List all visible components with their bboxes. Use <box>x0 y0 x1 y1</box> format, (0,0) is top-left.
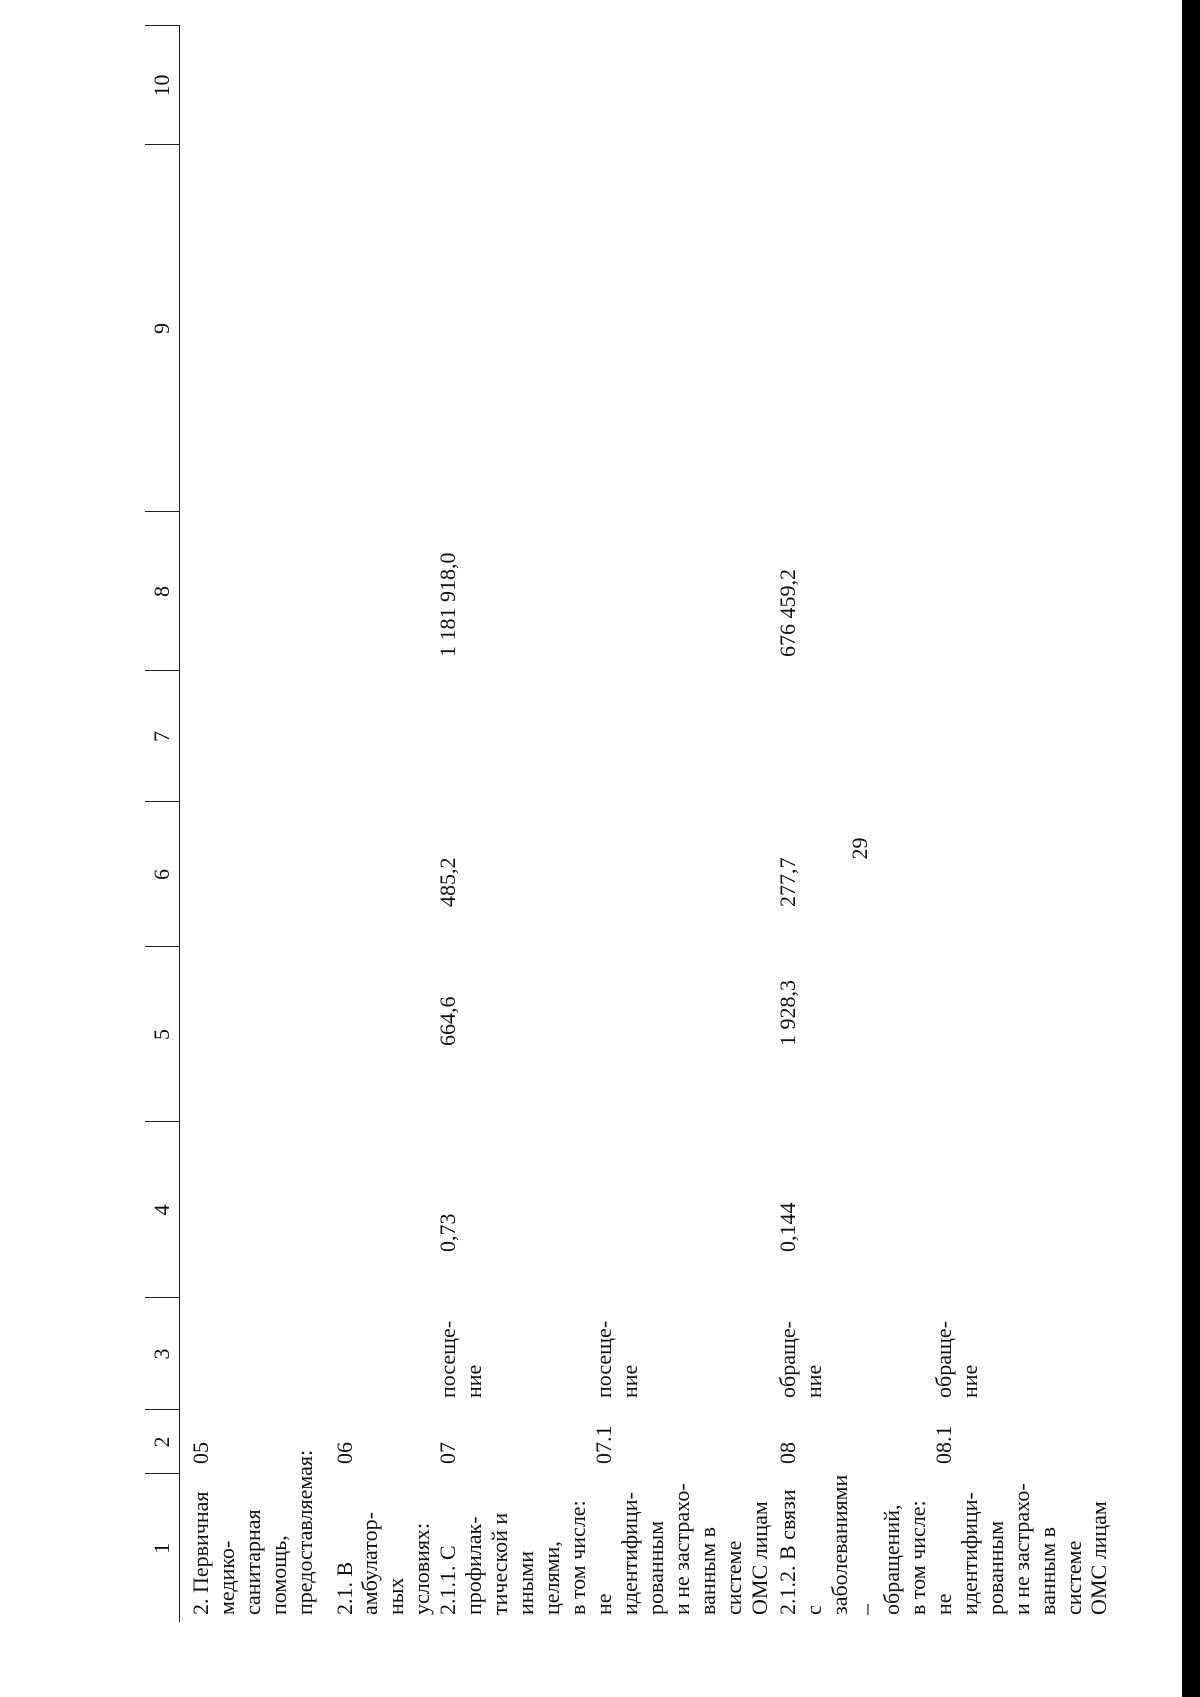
row-unit: посеще- ние <box>435 1320 487 1398</box>
row-col7 <box>591 671 775 802</box>
column-header-5: 5 <box>145 947 180 1122</box>
row-code: 06 <box>331 1442 357 1464</box>
row-name: 2.1.2. В связи с заболеваниями – обращений, в том числе: <box>775 1474 930 1615</box>
data-table <box>145 26 1112 1623</box>
row-name: 2.1.1. С профилак- тической и иными целями, в том числе: <box>435 1500 591 1615</box>
table-row <box>435 26 591 1622</box>
row-col8 <box>332 512 436 671</box>
row-col6 <box>180 802 332 947</box>
row-col8 <box>180 512 332 671</box>
row-unit: обраще- ние <box>930 1321 982 1398</box>
row-col5 <box>180 947 332 1122</box>
row-col6 <box>591 802 775 947</box>
row-col10 <box>931 26 1113 145</box>
row-name: 2.1. В амбулатор- ных условиях: <box>331 1512 435 1615</box>
row-col6 <box>332 802 436 947</box>
row-col6 <box>931 802 1113 947</box>
row-col4 <box>180 1122 332 1298</box>
column-header-2: 2 <box>145 1410 180 1474</box>
row-col7 <box>435 671 591 802</box>
table-row <box>332 26 436 1622</box>
row-col6: 485,2 <box>435 857 461 907</box>
row-col10 <box>775 26 931 145</box>
row-code: 07 <box>435 1442 461 1464</box>
row-unit: обраще- ние <box>775 1321 826 1398</box>
row-name: 2. Первичная медико-санитарная помощь, предоставляемая: <box>188 1449 317 1615</box>
row-col9 <box>435 145 591 512</box>
row-col5 <box>931 947 1113 1122</box>
row-code: 05 <box>188 1442 213 1464</box>
row-col7 <box>775 671 931 802</box>
row-col8: 1 181 918,0 <box>435 552 461 657</box>
column-header-10: 10 <box>145 26 180 145</box>
row-col6: 277,7 <box>775 857 801 907</box>
row-col5: 664,6 <box>435 996 461 1046</box>
row-col8: 676 459,2 <box>775 569 801 657</box>
column-header-9: 9 <box>145 145 180 512</box>
row-name: не идентифици- рованным и не застрахо- ванным в системе ОМС лицам <box>930 1483 1112 1615</box>
column-header-7: 7 <box>145 671 180 802</box>
row-unit <box>180 1298 332 1410</box>
table-row <box>591 26 775 1622</box>
row-col8 <box>931 512 1113 671</box>
row-col4 <box>931 1122 1113 1298</box>
column-header-6: 6 <box>145 802 180 947</box>
row-col4: 0,73 <box>435 1213 461 1252</box>
row-col7 <box>931 671 1113 802</box>
row-col10 <box>435 26 591 145</box>
row-col9 <box>180 145 332 512</box>
row-col5 <box>591 947 775 1122</box>
row-col10 <box>180 26 332 145</box>
row-col10 <box>591 26 775 145</box>
column-header-3: 3 <box>145 1298 180 1410</box>
column-header-4: 4 <box>145 1122 180 1298</box>
table-row <box>180 26 332 1622</box>
row-col4 <box>591 1122 775 1298</box>
table-row <box>931 26 1113 1622</box>
row-name: не идентифици- рованным и не застрахо- ванным в системе ОМС лицам <box>591 1483 772 1615</box>
row-col10 <box>332 26 436 145</box>
row-col5 <box>332 947 436 1122</box>
row-col7 <box>180 671 332 802</box>
row-code: 07.1 <box>591 1425 617 1464</box>
row-col4 <box>332 1122 436 1298</box>
row-code: 08.1 <box>930 1425 956 1464</box>
column-header-1: 1 <box>145 1474 180 1622</box>
row-unit <box>332 1298 436 1410</box>
table-row <box>775 26 931 1622</box>
row-col7 <box>332 671 436 802</box>
row-col5: 1 928,3 <box>775 980 801 1046</box>
page-number: 29 <box>847 837 872 860</box>
column-number-row <box>145 26 180 1622</box>
row-code: 08 <box>775 1442 801 1464</box>
row-col8 <box>591 512 775 671</box>
row-unit: посеще- ние <box>591 1320 642 1398</box>
row-col4: 0,144 <box>775 1202 801 1252</box>
row-col9 <box>332 145 436 512</box>
row-col9 <box>775 145 931 512</box>
column-header-8: 8 <box>145 512 180 671</box>
row-col9 <box>591 145 775 512</box>
row-col9 <box>931 145 1113 512</box>
